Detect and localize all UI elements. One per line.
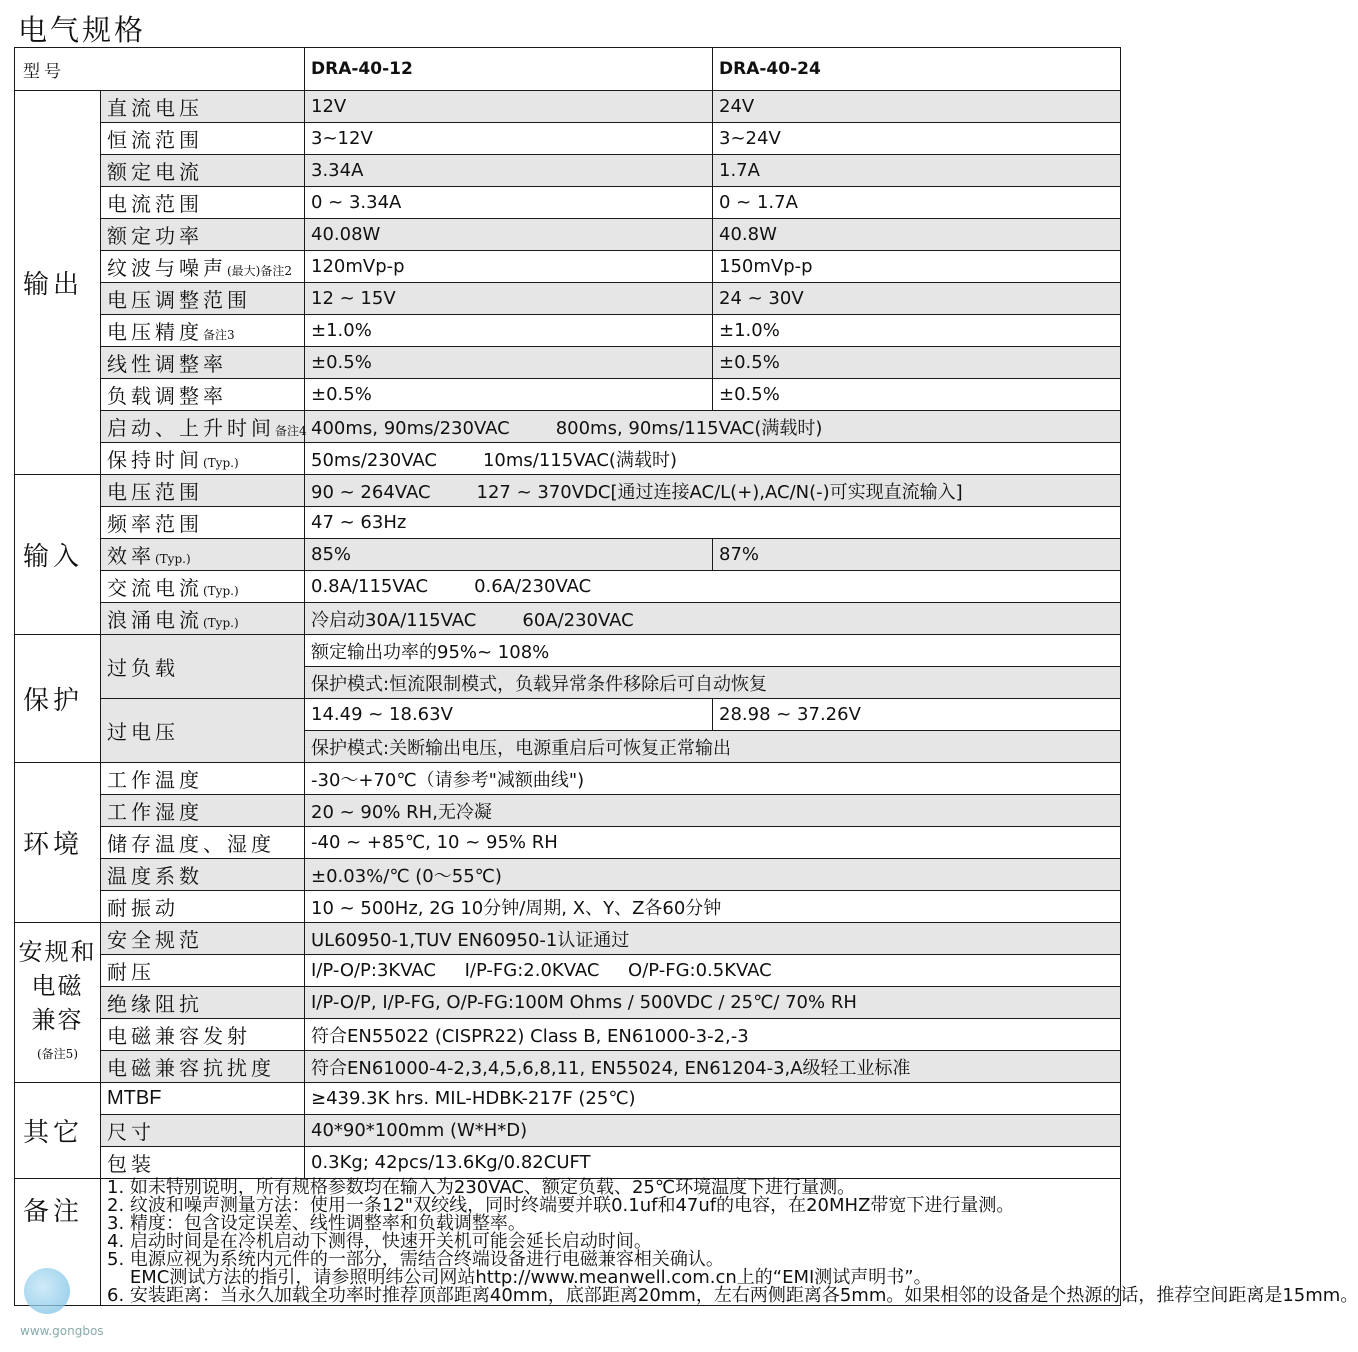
row-value: 120mVp-p bbox=[305, 251, 713, 283]
row-value: 0 ~ 3.34A bbox=[305, 187, 713, 219]
row-value bbox=[305, 603, 1121, 635]
row-value: 保护模式:恒流限制模式，负载异常条件移除后可自动恢复 bbox=[305, 667, 1121, 699]
row-label: 耐压 bbox=[101, 955, 305, 987]
row-value: 12V bbox=[305, 91, 713, 123]
table-row bbox=[15, 859, 1121, 891]
table-row bbox=[15, 379, 1121, 411]
note-line: 3. 精度：包含设定误差、线性调整率和负载调整率。 bbox=[107, 1213, 526, 1234]
table-row bbox=[15, 891, 1121, 923]
row-value: 85% bbox=[305, 539, 713, 571]
label-note: (Typ.) bbox=[203, 456, 239, 470]
row-value: ±0.5% bbox=[713, 379, 1121, 411]
table-row bbox=[15, 91, 1121, 123]
row-label: 频率范围 bbox=[101, 507, 305, 539]
row-label: 电磁兼容抗扰度 bbox=[101, 1051, 305, 1083]
row-label: 储存温度、湿度 bbox=[101, 827, 305, 859]
label-text: 保持时间 bbox=[107, 448, 203, 472]
value-part: 60A/230VAC bbox=[522, 609, 634, 631]
table-row bbox=[15, 347, 1121, 379]
watermark-site: www.gongbos bbox=[20, 1324, 104, 1338]
note-line: 1. 如未特别说明，所有规格参数均在输入为230VAC、额定负载、25℃环境温度下进行量测。 bbox=[107, 1177, 856, 1198]
value-part: 400ms, 90ms/230VAC bbox=[311, 417, 510, 439]
table-row bbox=[15, 123, 1121, 155]
table-row bbox=[15, 411, 1121, 443]
table-row bbox=[15, 571, 1121, 603]
group-others: 其它 bbox=[15, 1083, 101, 1179]
table-row bbox=[15, 827, 1121, 859]
row-value: 24 ~ 30V bbox=[713, 283, 1121, 315]
label-text: 启动、上升时间 bbox=[107, 416, 275, 440]
table-row bbox=[15, 923, 1121, 955]
table-row bbox=[15, 539, 1121, 571]
row-label bbox=[101, 539, 305, 571]
row-value: ±0.03%/℃ (0～55℃) bbox=[305, 859, 1121, 891]
row-value: -30～+70℃（请参考"减额曲线") bbox=[305, 763, 1121, 795]
row-value: 28.98 ~ 37.26V bbox=[713, 699, 1121, 731]
row-value: 40.8W bbox=[713, 219, 1121, 251]
value-part: 冷启动30A/115VAC bbox=[311, 609, 477, 631]
row-value: 额定输出功率的95%~ 108% bbox=[305, 635, 1121, 667]
label-note: (最大)备注2 bbox=[227, 264, 292, 278]
row-value: ±1.0% bbox=[305, 315, 713, 347]
row-value: 47 ~ 63Hz bbox=[305, 507, 1121, 539]
table-row bbox=[15, 795, 1121, 827]
group-input: 输入 bbox=[15, 475, 101, 635]
row-value: 符合EN61000-4-2,3,4,5,6,8,11, EN55024, EN61204-3,A级轻工业标准 bbox=[305, 1051, 1121, 1083]
row-value: 40*90*100mm (W*H*D) bbox=[305, 1115, 1121, 1147]
model-label: 型号 bbox=[15, 48, 305, 91]
table-row bbox=[15, 1083, 1121, 1115]
note-line: 6. 安装距离：当永久加载全功率时推荐顶部距离40mm，底部距离20mm，左右两侧距离各5mm。如果相邻的设备是个热源的话，推荐空间距离是15mm。 bbox=[107, 1285, 1358, 1306]
row-label bbox=[101, 603, 305, 635]
row-value: I/P-O/P, I/P-FG, O/P-FG:100M Ohms / 500VDC / 25℃/ 70% RH bbox=[305, 987, 1121, 1019]
table-row bbox=[15, 443, 1121, 475]
label-note: (Typ.) bbox=[203, 616, 239, 630]
row-value: ≥439.3K hrs. MIL-HDBK-217F (25℃) bbox=[305, 1083, 1121, 1115]
notes-text bbox=[101, 1177, 1358, 1306]
label-note: (Typ.) bbox=[155, 552, 191, 566]
label-text: 效率 bbox=[107, 544, 155, 568]
table-row bbox=[15, 251, 1121, 283]
group-line: 安规和 bbox=[18, 937, 97, 966]
row-label: 额定功率 bbox=[101, 219, 305, 251]
watermark-logo-icon bbox=[24, 1268, 70, 1314]
row-label: 包装 bbox=[101, 1147, 305, 1179]
row-label bbox=[101, 571, 305, 603]
row-label: 线性调整率 bbox=[101, 347, 305, 379]
row-value: I/P-O/P:3KVAC I/P-FG:2.0KVAC O/P-FG:0.5KVAC bbox=[305, 955, 1121, 987]
table-row bbox=[15, 1019, 1121, 1051]
model-name-1: DRA-40-12 bbox=[305, 48, 713, 91]
table-row bbox=[15, 603, 1121, 635]
table-row bbox=[15, 475, 1121, 507]
group-notes: 备注 bbox=[15, 1179, 101, 1306]
group-line: 兼容 bbox=[31, 1005, 84, 1034]
group-safety bbox=[15, 923, 101, 1083]
row-value: 0.3Kg; 42pcs/13.6Kg/0.82CUFT bbox=[305, 1147, 1121, 1179]
model-name-2: DRA-40-24 bbox=[713, 48, 1121, 91]
row-label bbox=[101, 315, 305, 347]
note-line: 2. 纹波和噪声测量方法：使用一条12"双绞线，同时终端要并联0.1uf和47uf的电容，在20MHZ带宽下进行量测。 bbox=[107, 1195, 1015, 1216]
row-value: 12 ~ 15V bbox=[305, 283, 713, 315]
row-label: 过电压 bbox=[101, 699, 305, 763]
label-note: 备注3 bbox=[203, 328, 235, 342]
notes-row bbox=[15, 1179, 1121, 1306]
row-label: 直流电压 bbox=[101, 91, 305, 123]
label-text: 纹波与噪声 bbox=[107, 256, 227, 280]
row-label: 温度系数 bbox=[101, 859, 305, 891]
table-row bbox=[15, 315, 1121, 347]
row-value: -40 ~ +85℃, 10 ~ 95% RH bbox=[305, 827, 1121, 859]
row-value: UL60950-1,TUV EN60950-1认证通过 bbox=[305, 923, 1121, 955]
table-row bbox=[15, 283, 1121, 315]
table-row bbox=[15, 699, 1121, 731]
row-value: 保护模式:关断输出电压，电源重启后可恢复正常输出 bbox=[305, 731, 1121, 763]
value-part: 90 ~ 264VAC bbox=[311, 481, 431, 503]
label-text: 交流电流 bbox=[107, 576, 203, 600]
row-label: 工作温度 bbox=[101, 763, 305, 795]
value-part: 0.8A/115VAC bbox=[311, 576, 429, 597]
row-value: 14.49 ~ 18.63V bbox=[305, 699, 713, 731]
note-line: EMC测试方法的指引，请参照明纬公司网站http://www.meanwell.com.cn上的“EMI测试声明书”。 bbox=[107, 1267, 932, 1288]
value-part: 800ms, 90ms/115VAC(满载时) bbox=[555, 417, 823, 439]
row-label: 安全规范 bbox=[101, 923, 305, 955]
row-value: 150mVp-p bbox=[713, 251, 1121, 283]
row-value: 20 ~ 90% RH,无冷凝 bbox=[305, 795, 1121, 827]
page-title: 电气规格 bbox=[18, 13, 147, 47]
row-label: 电流范围 bbox=[101, 187, 305, 219]
row-label: 电压范围 bbox=[101, 475, 305, 507]
table-row bbox=[15, 187, 1121, 219]
label-note: (Typ.) bbox=[203, 584, 239, 598]
row-label: MTBF bbox=[101, 1083, 305, 1115]
table-row bbox=[15, 1115, 1121, 1147]
row-label bbox=[101, 443, 305, 475]
note-line: 5. 电源应视为系统内元件的一部分，需结合终端设备进行电磁兼容相关确认。 bbox=[107, 1249, 724, 1270]
table-row bbox=[15, 1147, 1121, 1179]
row-value: 3.34A bbox=[305, 155, 713, 187]
row-value: 10 ~ 500Hz, 2G 10分钟/周期, X、Y、Z各60分钟 bbox=[305, 891, 1121, 923]
label-text: 浪涌电流 bbox=[107, 608, 203, 632]
row-label: 尺寸 bbox=[101, 1115, 305, 1147]
row-value bbox=[305, 571, 1121, 603]
table-row bbox=[15, 763, 1121, 795]
row-value: ±0.5% bbox=[305, 379, 713, 411]
row-value: 符合EN55022 (CISPR22) Class B, EN61000-3-2,-3 bbox=[305, 1019, 1121, 1051]
note-line: 4. 启动时间是在冷机启动下测得，快速开关机可能会延长启动时间。 bbox=[107, 1231, 652, 1252]
row-label: 额定电流 bbox=[101, 155, 305, 187]
model-row bbox=[15, 48, 1121, 91]
row-label: 绝缘阻抗 bbox=[101, 987, 305, 1019]
row-value bbox=[305, 475, 1121, 507]
value-part: 50ms/230VAC bbox=[311, 449, 437, 471]
group-output: 输出 bbox=[15, 91, 101, 475]
group-line: 电磁 bbox=[31, 971, 84, 1000]
row-value: 1.7A bbox=[713, 155, 1121, 187]
table-row bbox=[15, 635, 1121, 667]
row-value bbox=[305, 443, 1121, 475]
row-value: ±0.5% bbox=[305, 347, 713, 379]
row-value: 0 ~ 1.7A bbox=[713, 187, 1121, 219]
group-protection: 保护 bbox=[15, 635, 101, 763]
row-label: 恒流范围 bbox=[101, 123, 305, 155]
group-note: (备注5) bbox=[37, 1046, 78, 1061]
row-value: 3~12V bbox=[305, 123, 713, 155]
row-value: 24V bbox=[713, 91, 1121, 123]
value-part: 127 ~ 370VDC[通过连接AC/L(+),AC/N(-)可实现直流输入] bbox=[476, 481, 963, 503]
row-label: 过负载 bbox=[101, 635, 305, 699]
row-value: 40.08W bbox=[305, 219, 713, 251]
value-part: 10ms/115VAC(满载时) bbox=[482, 449, 677, 471]
label-text: 电压精度 bbox=[107, 320, 203, 344]
table-row bbox=[15, 155, 1121, 187]
table-row bbox=[15, 987, 1121, 1019]
row-label: 负载调整率 bbox=[101, 379, 305, 411]
row-label: 工作湿度 bbox=[101, 795, 305, 827]
row-label bbox=[101, 411, 305, 443]
row-value: 3~24V bbox=[713, 123, 1121, 155]
spec-table bbox=[14, 47, 1358, 1306]
table-row bbox=[15, 955, 1121, 987]
row-label: 电磁兼容发射 bbox=[101, 1019, 305, 1051]
row-label: 电压调整范围 bbox=[101, 283, 305, 315]
row-value: ±1.0% bbox=[713, 315, 1121, 347]
row-value bbox=[305, 411, 1121, 443]
table-row bbox=[15, 507, 1121, 539]
table-row bbox=[15, 219, 1121, 251]
value-part: 0.6A/230VAC bbox=[474, 576, 592, 597]
label-note: 备注4 bbox=[275, 424, 307, 438]
group-environment: 环境 bbox=[15, 763, 101, 923]
row-label: 耐振动 bbox=[101, 891, 305, 923]
table-row bbox=[15, 1051, 1121, 1083]
row-value: 87% bbox=[713, 539, 1121, 571]
row-value: ±0.5% bbox=[713, 347, 1121, 379]
row-label bbox=[101, 251, 305, 283]
